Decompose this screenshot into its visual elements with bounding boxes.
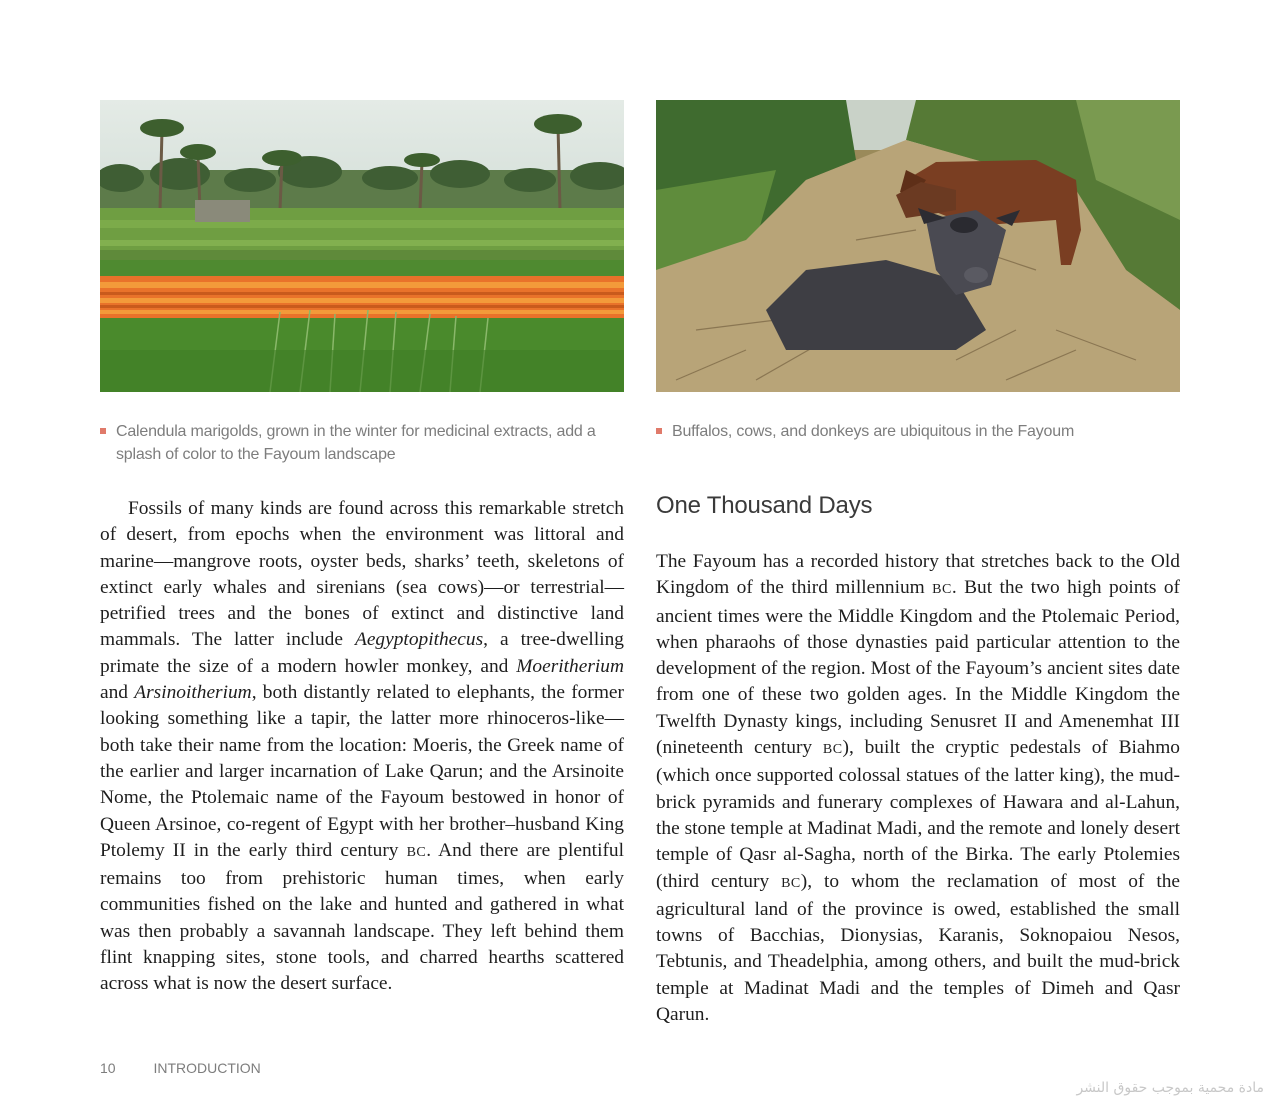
caption-text: Buffalos, cows, and donkeys are ubiquitous in the Fayoum [672,423,1075,440]
marigold-field-image [100,100,624,392]
running-section-title: INTRODUCTION [153,1060,261,1076]
caption-bullet-icon [656,428,662,434]
left-column-text [100,496,624,998]
photo-marigold-fields [100,100,624,392]
fossils-paragraph [100,496,624,998]
text-run: ), to whom the reclamation of most of the agricultural land of the province is owed, established the small towns of Bacchias, Dionysias, Karanis, Soknopaiou Nesos, Tebtunis, and Theadelphia, among others, and built the mud-brick temple at Madinat Madi and the temples of Dimeh and Qasr Qarun. [656,870,1181,1026]
buffalo-cow-image [656,100,1180,392]
section-heading: One Thousand Days [656,492,873,519]
text-run: and [100,682,135,704]
text-run: . And there are plentiful remains too from prehistoric human times, when early communities fished on the lake and hunted and gathered in what was then probably a savannah landscape. They left behind them flint knapping sites, stone tools, and charred hearths scattered across what is now the desert surface. [100,839,624,995]
text-run: , both distantly related to elephants, the former looking something like a tapir, the latter more rhinoceros-like—both take their name from the location: Moeris, the Greek name of the earlier and larger incarnation of Lake Qarun; and the Arsinoite Nome, the Ptolemaic name of the Fayoum bestowed in honor of Queen Arsinoe, co-regent of Egypt with her brother–husband King Ptolemy II in the early third century [100,682,624,861]
era-abbreviation: BC [932,582,952,598]
era-abbreviation: BC [822,742,843,758]
species-name: Moeritherium [516,655,624,677]
text-run: , a tree-dwelling primate the size of a modern howler monkey, and [100,629,624,677]
page-number: 10 [100,1060,116,1076]
species-name: Arsinoitherium [134,682,252,704]
species-name: Aegyptopithecus [354,629,484,651]
text-run: Fossils of many kinds are found across this remarkable stretch of desert, from epochs when the environment was littoral and marine—mangrove roots, oyster beds, sharks’ teeth, skeletons of extinct early whales and sirenians (sea cows)—or terrestrial—petrified trees and the bones of extinct and distinctive land mammals. The latter include [100,498,624,651]
right-column-text [656,549,1180,1028]
text-run: . But the two high points of ancient times were the Middle Kingdom and the Ptolemaic Period, when pharaohs of those dynasties paid particular attention to the development of the region. Most of the Fayoum’s ancient sites date from one of these two golden ages. In the Middle Kingdom the Twelfth Dynasty kings, including Senusret II and Amenemhat III (nineteenth century [656,577,1180,759]
caption-buffalos [656,420,1180,443]
caption-text: Calendula marigolds, grown in the winter for medicinal extracts, add a splash of color to the Fayoum landscape [116,423,596,463]
text-run: ), built the cryptic pedestals of Biahmo (which once supported colossal statues of the latter king), the mud-brick pyramids and funerary complexes of Hawara and al-Lahun, the stone temple at Madinat Madi, and the remote and lonely desert temple of Qasr al-Sagha, north of the Birka. The early Ptolemies (third century [656,737,1181,892]
era-abbreviation: BC [781,875,801,891]
copyright-watermark: مادة محمية بموجب حقوق النشر [1076,1080,1264,1096]
page-footer [100,1060,261,1076]
era-abbreviation: BC [406,844,427,860]
caption-bullet-icon [100,428,106,434]
history-paragraph [656,549,1180,1028]
photo-buffalo-cows [656,100,1180,392]
caption-marigolds [100,420,624,466]
text-run: The Fayoum has a recorded history that stretches back to the Old Kingdom of the third millennium [656,551,1180,599]
